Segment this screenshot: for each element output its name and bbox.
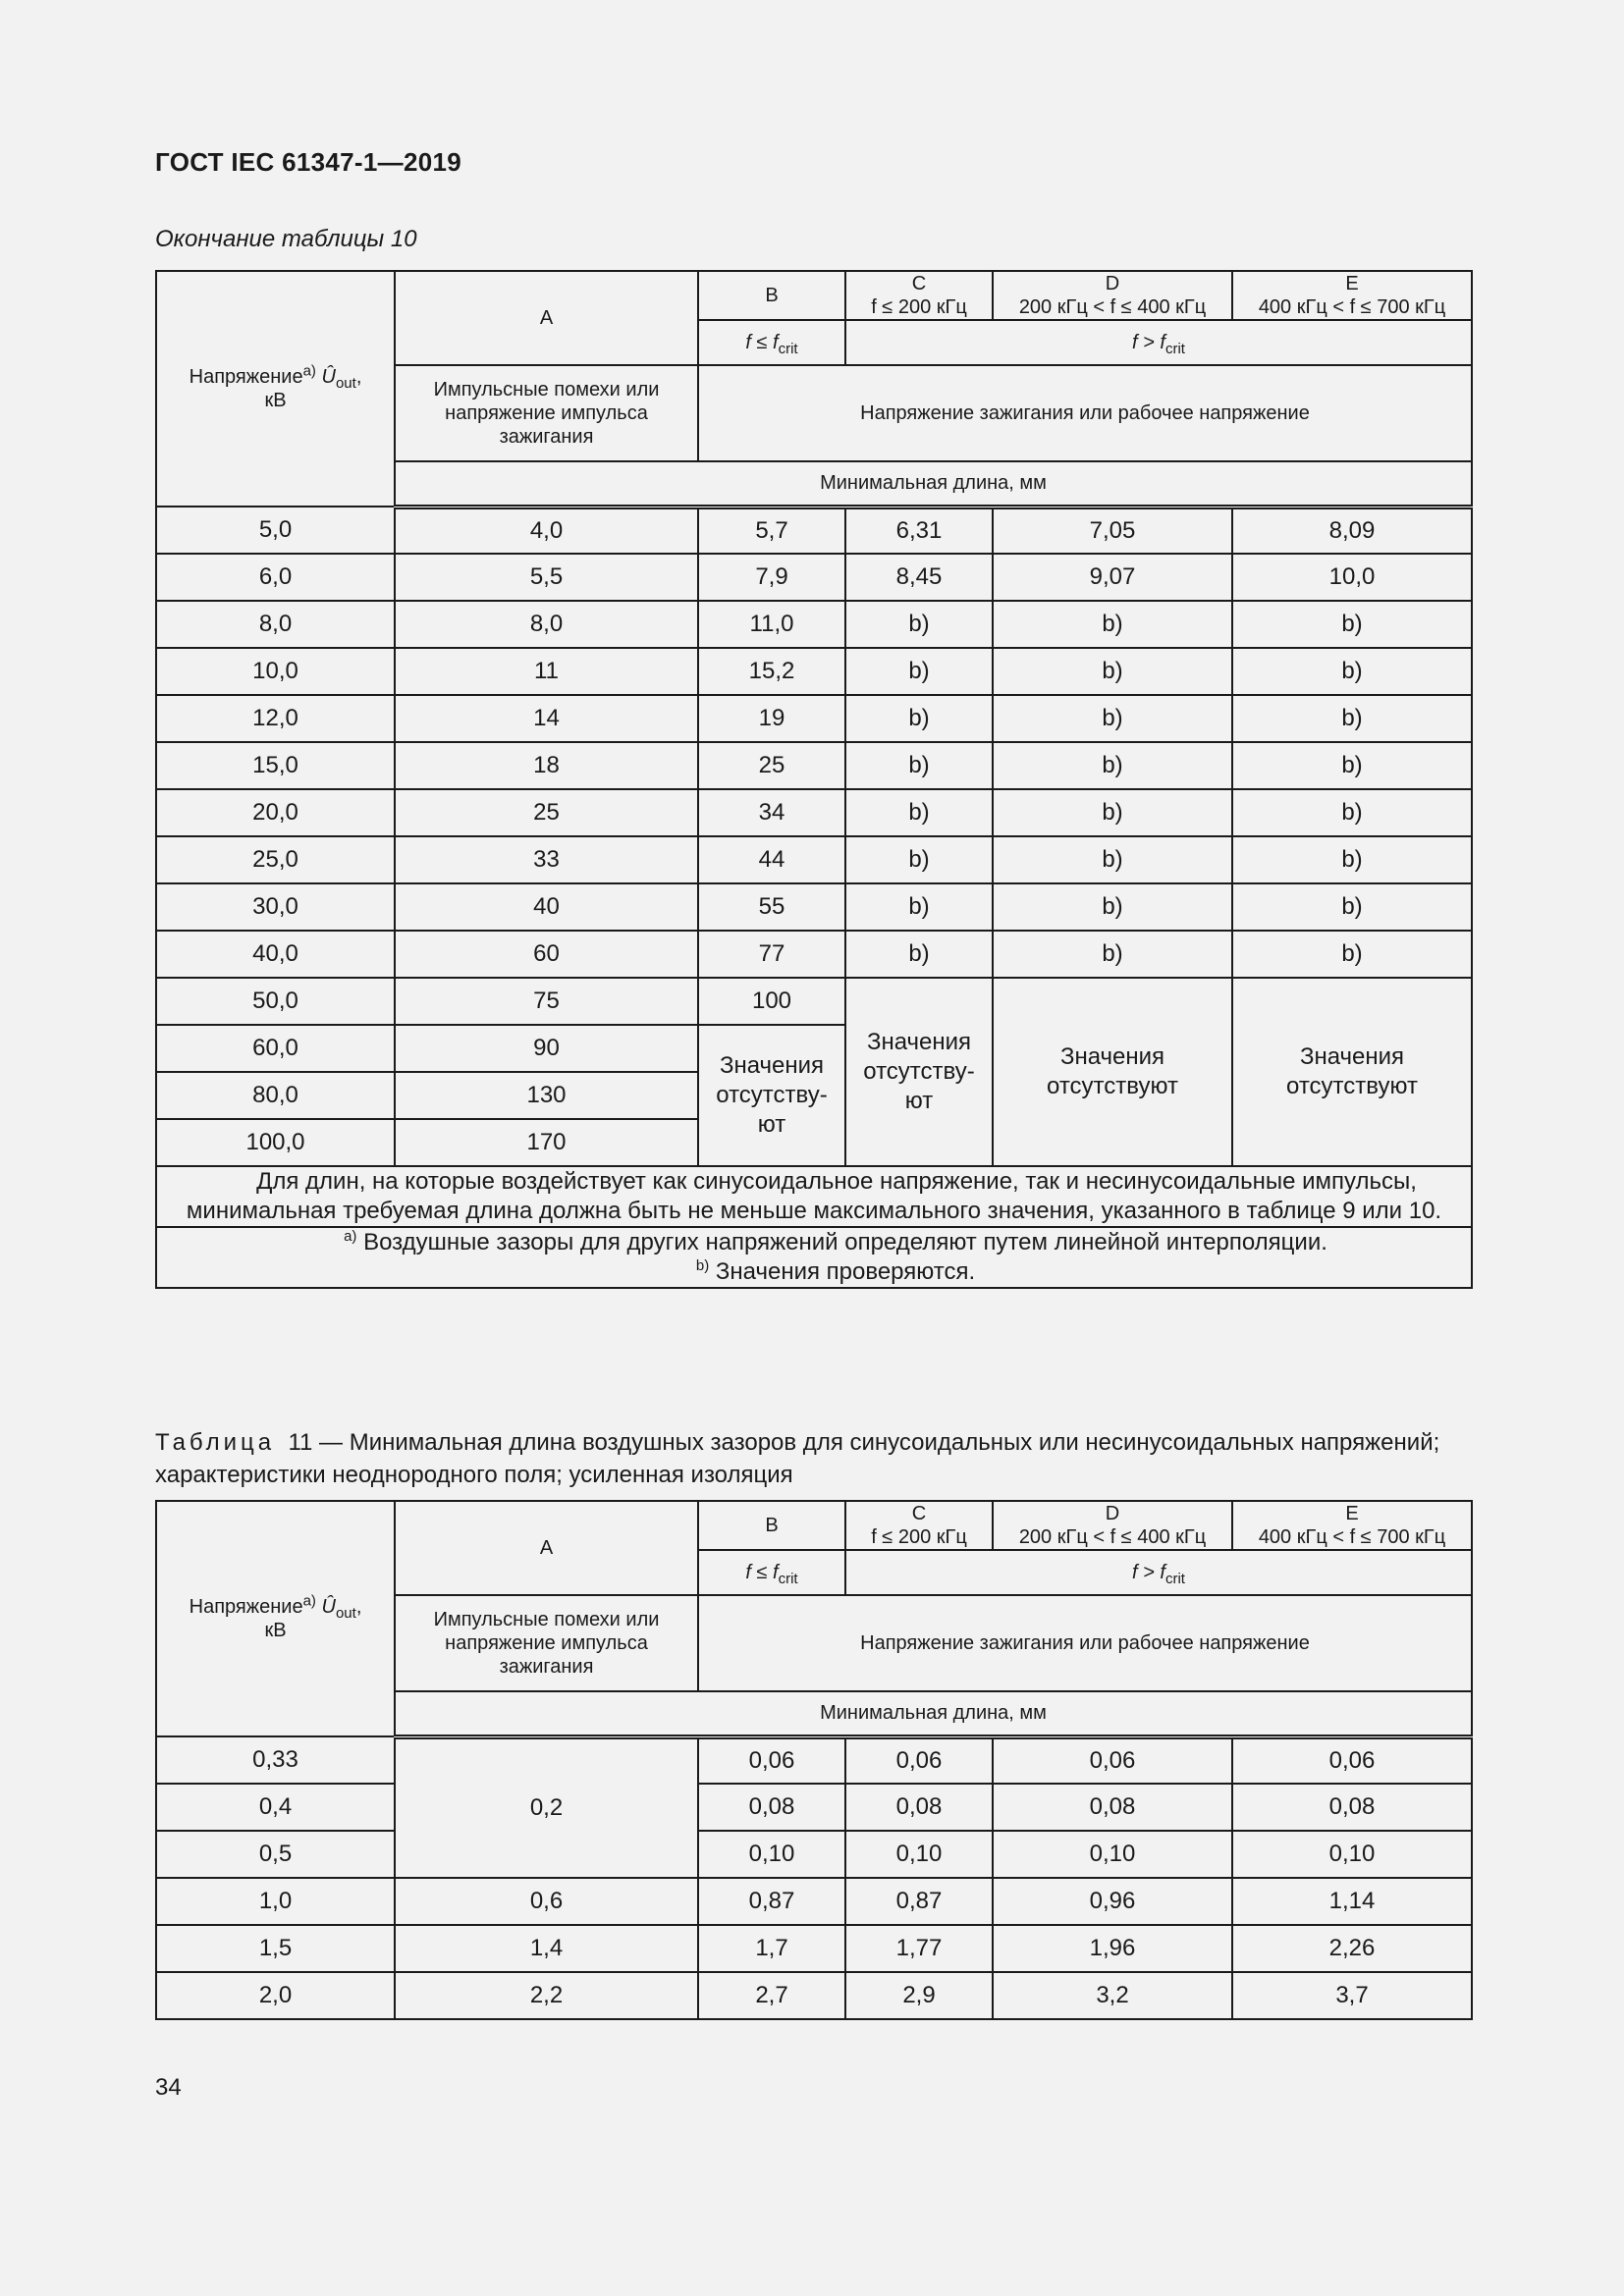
table-cell: 1,4 (395, 1925, 698, 1972)
merged-a-cell: 0,2 (395, 1736, 698, 1878)
table-row (156, 1736, 1472, 1784)
table-cell: 30,0 (156, 883, 395, 931)
table-cell: b) (993, 601, 1232, 648)
table-row (156, 742, 1472, 789)
table-cell: b) (845, 836, 993, 883)
header-col-c: C f ≤ 200 кГц (845, 271, 993, 320)
table-cell: b) (845, 742, 993, 789)
table-row (156, 883, 1472, 931)
table-cell: 6,0 (156, 554, 395, 601)
table-cell: 15,2 (698, 648, 845, 695)
table-cell: 0,10 (698, 1831, 845, 1878)
header-freq-b: $f \le f_{crit}$ (698, 1550, 845, 1595)
table-cell: 0,06 (698, 1736, 845, 1784)
table-cell: 2,9 (845, 1972, 993, 2019)
table-cell: 11,0 (698, 601, 845, 648)
table-cell: b) (993, 836, 1232, 883)
header-bcde-desc: Напряжение зажигания или рабочее напряжение (698, 1595, 1472, 1691)
footnote-a: $^{a)}$ Воздушные зазоры для других напряжений определяют путем линейной интерполяции. (344, 1228, 1327, 1255)
no-values-c: Значения отсутству-ют (845, 978, 993, 1166)
table-row (156, 836, 1472, 883)
table-cell: 6,31 (845, 507, 993, 554)
table-row (156, 1831, 1472, 1878)
table-cell: 90 (395, 1025, 698, 1072)
table-cell: 8,09 (1232, 507, 1472, 554)
table-cell: 14 (395, 695, 698, 742)
table-cell: b) (1232, 931, 1472, 978)
table-cell: 18 (395, 742, 698, 789)
table-cell: b) (1232, 883, 1472, 931)
footnote-b: $^{b)}$ Значения проверяются. (695, 1257, 976, 1285)
table-cell: b) (1232, 789, 1472, 836)
table-cell: 60 (395, 931, 698, 978)
table-cell: 0,6 (395, 1878, 698, 1925)
header-voltage: Напряжение$^{a)}$ $Û_{out}$, кВ (156, 271, 395, 507)
table-cell: 25 (395, 789, 698, 836)
table-cell: 12,0 (156, 695, 395, 742)
header-a-desc: Импульсные помехи или напряжение импульса зажигания (395, 1595, 698, 1691)
table-cell: 0,10 (845, 1831, 993, 1878)
table-cell: 5,7 (698, 507, 845, 554)
table-cell: 1,7 (698, 1925, 845, 1972)
page-number: 34 (155, 2074, 182, 2101)
table-cell: 2,26 (1232, 1925, 1472, 1972)
table-cell: 2,2 (395, 1972, 698, 2019)
table-cell: b) (1232, 695, 1472, 742)
header-freq-b: $f \le f_{crit}$ (698, 320, 845, 365)
table-cell: 10,0 (156, 648, 395, 695)
table-row (156, 648, 1472, 695)
table-row (156, 978, 1472, 1025)
table-row (156, 931, 1472, 978)
table-cell: b) (993, 789, 1232, 836)
table-cell: b) (845, 931, 993, 978)
no-values-e: Значения отсутствуют (1232, 978, 1472, 1166)
table-cell: 60,0 (156, 1025, 395, 1072)
table-cell: 44 (698, 836, 845, 883)
table-cell: 0,08 (993, 1784, 1232, 1831)
table-cell: 0,87 (845, 1878, 993, 1925)
table-cell: b) (1232, 836, 1472, 883)
table-cell: b) (845, 789, 993, 836)
table-cell: 5,5 (395, 554, 698, 601)
table-cell: 9,07 (993, 554, 1232, 601)
table-row (156, 695, 1472, 742)
table-cell: 8,0 (395, 601, 698, 648)
header-bcde-desc: Напряжение зажигания или рабочее напряжение (698, 365, 1472, 461)
table-10-caption: Окончание таблицы 10 (155, 226, 417, 252)
table-cell: 130 (395, 1072, 698, 1119)
table-cell: 0,08 (698, 1784, 845, 1831)
table-row (156, 1878, 1472, 1925)
table-cell: 0,10 (993, 1831, 1232, 1878)
table-cell: 40,0 (156, 931, 395, 978)
table-cell: 77 (698, 931, 845, 978)
table-cell: 0,10 (1232, 1831, 1472, 1878)
table-cell: 8,0 (156, 601, 395, 648)
table-cell: 7,05 (993, 507, 1232, 554)
no-values-b: Значения отсутству-ют (698, 1025, 845, 1166)
table-11 (155, 1500, 1473, 2020)
header-freq-cde: $f > f_{crit}$ (845, 1550, 1472, 1595)
header-col-d: D 200 кГц < f ≤ 400 кГц (993, 1501, 1232, 1550)
table-row (156, 789, 1472, 836)
table-cell: 20,0 (156, 789, 395, 836)
no-values-d: Значения отсутствуют (993, 978, 1232, 1166)
table-cell: 0,5 (156, 1831, 395, 1878)
header-col-b: B (698, 271, 845, 320)
table-cell: 0,06 (993, 1736, 1232, 1784)
table-row (156, 1784, 1472, 1831)
table-cell: 1,5 (156, 1925, 395, 1972)
header-col-a: A (395, 1501, 698, 1595)
table-cell: 55 (698, 883, 845, 931)
table-cell: b) (845, 648, 993, 695)
table-cell: b) (845, 695, 993, 742)
table-cell: 100 (698, 978, 845, 1025)
table-cell: 3,7 (1232, 1972, 1472, 2019)
table-cell: 2,0 (156, 1972, 395, 2019)
table-cell: 3,2 (993, 1972, 1232, 2019)
table-cell: 15,0 (156, 742, 395, 789)
table-cell: b) (1232, 742, 1472, 789)
table-cell: 7,9 (698, 554, 845, 601)
document-header: ГОСТ IEC 61347-1—2019 (155, 147, 461, 177)
header-a-desc: Импульсные помехи или напряжение импульса зажигания (395, 365, 698, 461)
header-col-e: E 400 кГц < f ≤ 700 кГц (1232, 1501, 1472, 1550)
table-cell: b) (993, 648, 1232, 695)
table-cell: 50,0 (156, 978, 395, 1025)
table-cell: 10,0 (1232, 554, 1472, 601)
table-cell: 80,0 (156, 1072, 395, 1119)
table-cell: 0,08 (1232, 1784, 1472, 1831)
table-cell: b) (993, 931, 1232, 978)
table-cell: 1,0 (156, 1878, 395, 1925)
table-cell: b) (993, 695, 1232, 742)
table-cell: 100,0 (156, 1119, 395, 1166)
table-cell: 0,08 (845, 1784, 993, 1831)
table-10 (155, 270, 1473, 1289)
header-col-d: D 200 кГц < f ≤ 400 кГц (993, 271, 1232, 320)
table-11-caption: Таблица 11 — Минимальная длина воздушных зазоров для синусоидальных или несинусоидальных напряжений; характеристики неоднородного поля; усиленная изоляция (155, 1429, 1440, 1488)
table-cell: 0,87 (698, 1878, 845, 1925)
table-cell: 1,77 (845, 1925, 993, 1972)
table-cell: 75 (395, 978, 698, 1025)
table-cell: 0,33 (156, 1736, 395, 1784)
table-cell: 40 (395, 883, 698, 931)
table-cell: b) (845, 883, 993, 931)
table-row (156, 601, 1472, 648)
table-cell: 34 (698, 789, 845, 836)
header-min-length: Минимальная длина, мм (395, 461, 1472, 507)
header-col-a: A (395, 271, 698, 365)
table-row (156, 507, 1472, 554)
table-cell: 1,14 (1232, 1878, 1472, 1925)
table-row (156, 554, 1472, 601)
table-cell: 0,4 (156, 1784, 395, 1831)
table-cell: b) (993, 883, 1232, 931)
header-col-c: C f ≤ 200 кГц (845, 1501, 993, 1550)
header-freq-cde: $f > f_{crit}$ (845, 320, 1472, 365)
header-min-length: Минимальная длина, мм (395, 1691, 1472, 1736)
table-cell: b) (1232, 601, 1472, 648)
table-cell: b) (1232, 648, 1472, 695)
table-cell: 11 (395, 648, 698, 695)
table-row (156, 1972, 1472, 2019)
table-cell: 0,96 (993, 1878, 1232, 1925)
table-cell: 25 (698, 742, 845, 789)
table-cell: 4,0 (395, 507, 698, 554)
table-cell: 19 (698, 695, 845, 742)
table-cell: 170 (395, 1119, 698, 1166)
table-note: Для длин, на которые воздействует как синусоидальное напряжение, так и несинусоидальные импульсы, минимальная требуемая длина должна быть не меньше максимального значения, указанного в таблице 9 или 10. (156, 1166, 1472, 1227)
table-footnotes (156, 1227, 1472, 1288)
header-voltage: Напряжение$^{a)}$ $Û_{out}$, кВ (156, 1501, 395, 1736)
table-cell: 25,0 (156, 836, 395, 883)
table-cell: 0,06 (845, 1736, 993, 1784)
table-cell: 0,06 (1232, 1736, 1472, 1784)
table-cell: 8,45 (845, 554, 993, 601)
table-cell: 33 (395, 836, 698, 883)
table-cell: b) (845, 601, 993, 648)
table-cell: b) (993, 742, 1232, 789)
table-cell: 5,0 (156, 507, 395, 554)
table-row (156, 1925, 1472, 1972)
header-col-b: B (698, 1501, 845, 1550)
table-cell: 2,7 (698, 1972, 845, 2019)
table-cell: 1,96 (993, 1925, 1232, 1972)
header-col-e: E 400 кГц < f ≤ 700 кГц (1232, 271, 1472, 320)
